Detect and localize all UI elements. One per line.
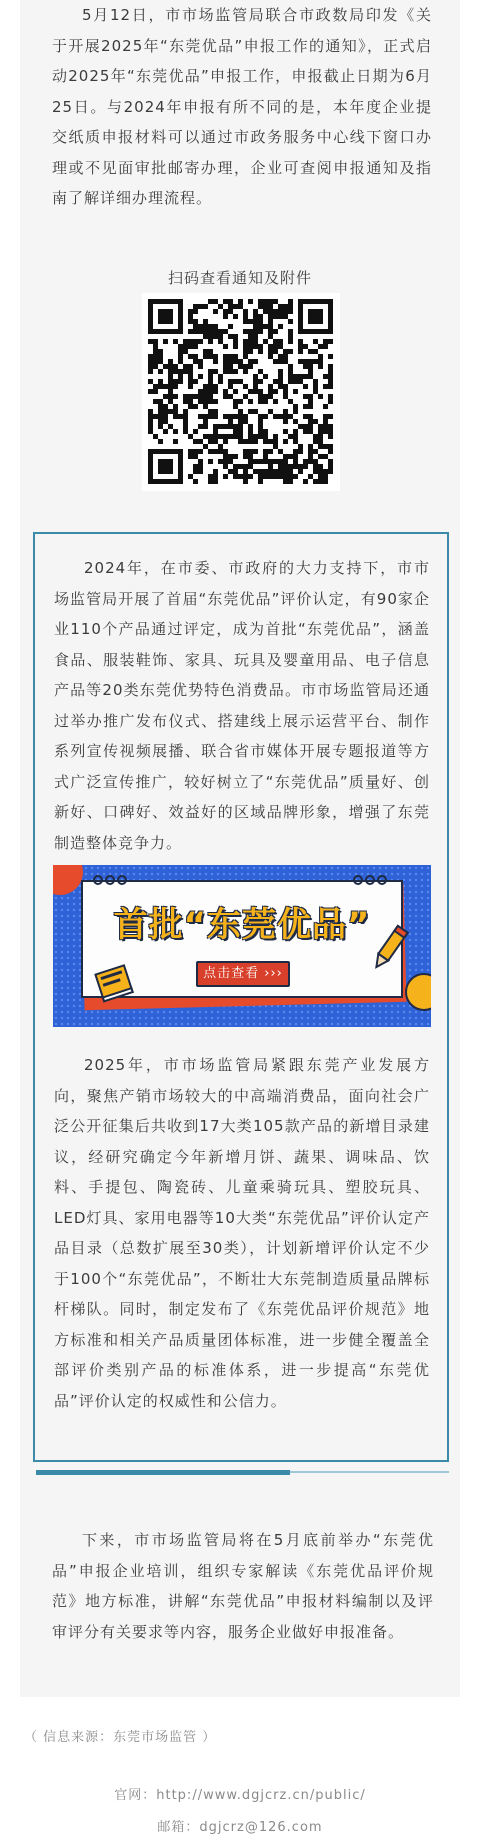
- footer-email-link[interactable]: 邮箱：dgjcrz@126.com: [157, 1820, 323, 1835]
- paragraph-next-steps: 下来，市市场监管局将在5月底前举办“东莞优品”申报企业培训，组织专家解读《东莞优品评价规范》地方标准，讲解“东莞优品”申报材料编制以及评审评分有关要求等内容，服务企业做好申报准备。: [52, 1531, 434, 1641]
- decor-circle: [405, 973, 431, 1011]
- info-source: （ 信息来源：东莞市场监管 ）: [24, 1730, 217, 1745]
- qr-code-icon: [142, 293, 340, 491]
- divider-accent: [36, 1470, 290, 1475]
- banner-title: 首批“东莞优品”: [113, 905, 371, 945]
- banner-view-button[interactable]: 点击查看 ›››: [196, 961, 290, 987]
- qr-caption: 扫码查看通知及附件: [167, 269, 312, 287]
- book-icon: [93, 961, 137, 1005]
- paragraph-2024-review: 2024年，在市委、市政府的大力支持下，市市场监管局开展了首届“东莞优品”评价认定，有90家企业110个产品通过评定，成为首批“东莞优品”，涵盖食品、服装鞋饰、家具、玩具及婴童用品、电子信息产品等20类东莞优势特色消费品。市市场监管局还通过举办推广发布仪式、搭建线上展示运营平台、制作系列宣传视频展播、联合省市媒体开展专题报道等方式广泛宣传推广，较好树立了“东莞优品”质量好、创新好、口碑好、效益好的区域品牌形象，增强了东莞制造整体竞争力。: [54, 559, 430, 852]
- pencil-icon: [369, 923, 409, 975]
- promo-banner[interactable]: [53, 865, 431, 1027]
- paragraph-2025-plan: 2025年，市市场监管局紧跟东莞产业发展方向，聚焦产销市场较大的中高端消费品，面向社会广泛公开征集后共收到17大类105款产品的新增目录建议，经研究确定今年新增月饼、蔬果、调味品、饮料、手提包、陶瓷砖、儿童乘骑玩具、塑胶玩具、LED灯具、家用电器等10大类“东莞优品”评价认定产品目录（总数扩展至30类），计划新增评价认定不少于100个“东莞优品”，不断壮大东莞制造质量品牌标杆梯队。同时，制定发布了《东莞优品评价规范》地方标准和相关产品质量团体标准，进一步健全覆盖全部评价类别产品的标准体系，进一步提高“东莞优品”评价认定的权威性和公信力。: [54, 1056, 430, 1410]
- paragraph-launch-notice: 5月12日，市市场监管局联合市政数局印发《关于开展2025年“东莞优品”申报工作的通知》，正式启动2025年“东莞优品”申报工作，申报截止日期为6月25日。与2024年申报有所不同的是，本年度企业提交纸质申报材料可以通过市政务服务中心线下窗口办理或不见面审批邮寄办理，企业可查阅申报通知及指南了解详细办理流程。: [52, 6, 432, 207]
- decor-circle: [53, 865, 83, 895]
- footer-website-link[interactable]: 官网：http://www.dgjcrz.cn/public/: [114, 1788, 366, 1803]
- qr-code[interactable]: [142, 293, 340, 491]
- binder-rings-icon: [353, 871, 387, 889]
- binder-rings-icon: [93, 871, 127, 889]
